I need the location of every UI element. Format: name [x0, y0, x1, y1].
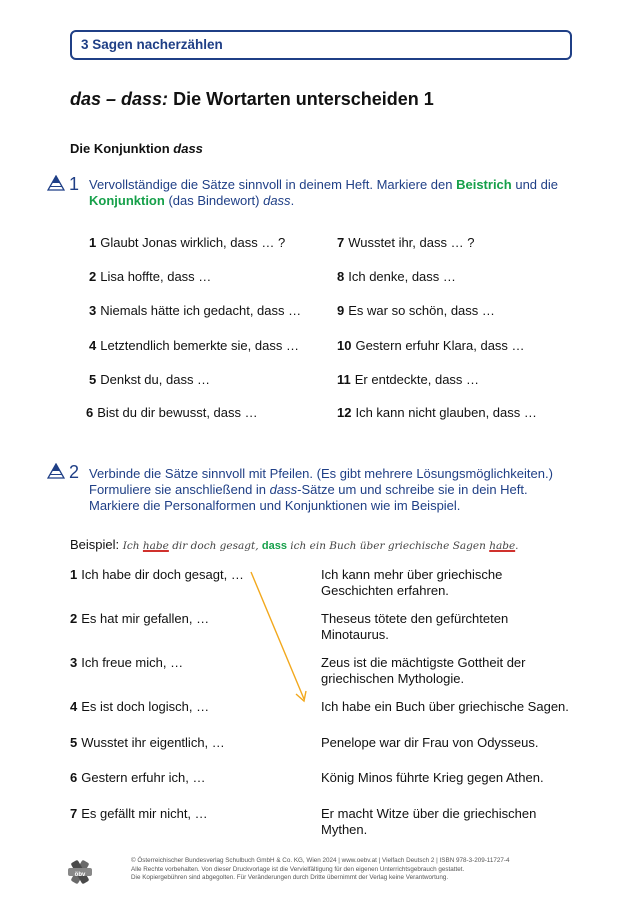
list-item	[70, 699, 209, 714]
task-1-number: 1	[69, 174, 80, 194]
list-item	[89, 303, 301, 318]
difficulty-icon	[47, 175, 65, 191]
item-text: Denkst du, dass …	[100, 372, 211, 387]
item-number: 1	[89, 235, 97, 250]
item-text: Es gefällt mir nicht, …	[81, 806, 208, 821]
item-text: Glaubt Jonas wirklich, dass … ?	[100, 235, 286, 250]
footer-line: Die Kopiergebühren sind abgegolten. Für Veränderungen durch Dritte übernimmt der Verlag keine Verantwortung.	[131, 874, 449, 881]
section-italic: dass	[173, 141, 203, 156]
task-1-instr-dass: dass	[263, 193, 291, 208]
list-item	[89, 338, 299, 353]
title-italic: das – dass:	[70, 89, 169, 109]
item-text: König Minos führte Krieg gegen Athen.	[321, 770, 544, 785]
list-item	[70, 611, 209, 626]
list-item	[89, 269, 211, 284]
task-2-instructions	[89, 466, 589, 514]
list-item	[321, 735, 539, 750]
item-number: 6	[70, 770, 78, 785]
example-label: Beispiel:	[70, 537, 120, 552]
list-item	[89, 235, 285, 250]
list-item	[337, 303, 495, 318]
example-verb: habe	[142, 540, 169, 552]
task-1-instructions	[89, 177, 569, 209]
section-heading	[70, 141, 203, 156]
logo-text: öbv	[74, 872, 86, 878]
item-number: 5	[70, 735, 78, 750]
list-item	[321, 567, 502, 599]
list-item	[337, 405, 537, 420]
difficulty-icon	[47, 463, 65, 479]
example-conjunction: dass	[261, 540, 287, 552]
item-text: Ich kann mehr über griechische	[321, 567, 503, 582]
item-text: Ich habe ein Buch über griechische Sagen.	[321, 699, 569, 714]
list-item	[321, 611, 508, 643]
item-number: 6	[86, 405, 94, 420]
item-text: Wusstet ihr, dass … ?	[348, 235, 475, 250]
item-text: Er entdeckte, dass …	[354, 372, 480, 387]
list-item	[321, 655, 525, 687]
task-1-instr-konjunktion: Konjunktion	[89, 193, 165, 208]
chapter-header	[70, 30, 572, 60]
task-2-line-3: Markiere die Personalformen und Konjunktionen wie im Beispiel.	[89, 498, 461, 513]
footer-line: © Österreichischer Bundesverlag Schulbuch GmbH & Co. KG, Wien 2024 | www.oebv.at | Vielfach Deutsch 2 | ISBN 978-3-209-11727-4	[131, 857, 510, 864]
task-2-number: 2	[69, 462, 80, 482]
item-text: Theseus tötete den gefürchteten	[321, 611, 509, 626]
list-item	[70, 655, 183, 670]
oebv-logo-icon	[66, 858, 94, 886]
example-part: .	[515, 540, 519, 552]
item-number: 9	[337, 303, 345, 318]
item-number: 4	[70, 699, 78, 714]
footer	[131, 857, 509, 883]
item-number: 12	[337, 405, 352, 420]
list-item	[337, 269, 456, 284]
task-2-line-2b: dass	[269, 482, 298, 497]
task-1-instr-e: (das Bindewort)	[164, 193, 264, 208]
item-text: Es ist doch logisch, …	[81, 699, 210, 714]
list-item	[337, 235, 474, 250]
task-2-line-2a: Formuliere sie anschließend in	[89, 482, 270, 497]
item-number: 8	[337, 269, 345, 284]
item-text: Es war so schön, dass …	[348, 303, 495, 318]
item-text: griechischen Mythologie.	[321, 671, 465, 686]
item-number: 3	[70, 655, 78, 670]
item-number: 1	[70, 567, 78, 582]
item-number: 7	[70, 806, 78, 821]
item-text: Er macht Witze über die griechischen	[321, 806, 537, 821]
list-item	[321, 806, 536, 838]
item-text: Niemals hätte ich gedacht, dass …	[100, 303, 302, 318]
item-text: Ich kann nicht glauben, dass …	[355, 405, 537, 420]
list-item	[337, 372, 479, 387]
page-title	[70, 89, 434, 110]
item-text: Ich denke, dass …	[348, 269, 456, 284]
item-number: 10	[337, 338, 352, 353]
task-1-instr-a: Vervollständige die Sätze sinnvoll in deinem Heft. Markiere den	[89, 177, 457, 192]
item-text: Zeus ist die mächtigste Gottheit der	[321, 655, 526, 670]
title-rest: Die Wortarten unterscheiden 1	[168, 89, 434, 109]
item-number: 11	[337, 372, 351, 387]
item-number: 7	[337, 235, 345, 250]
list-item	[321, 770, 544, 785]
task-1-instr-g: .	[290, 193, 295, 208]
task-1-instr-c: und die	[511, 177, 558, 192]
item-number: 3	[89, 303, 97, 318]
item-text: Ich freue mich, …	[81, 655, 184, 670]
item-text: Bist du dir bewusst, dass …	[97, 405, 258, 420]
item-text: Letztendlich bemerkte sie, dass …	[100, 338, 299, 353]
list-item	[70, 770, 206, 785]
task-2-line-2c: -Sätze um und schreibe sie in dein Heft.	[297, 482, 528, 497]
item-text: Mythen.	[321, 822, 368, 837]
list-item	[70, 735, 225, 750]
item-text: Lisa hoffte, dass …	[100, 269, 212, 284]
example-part: Ich	[122, 540, 143, 552]
example-part: dir doch gesagt,	[168, 540, 262, 552]
footer-line: Alle Rechte vorbehalten. Von dieser Druckvorlage ist die Vervielfältigung für den eigenen Unterrichtsgebrauch gestattet.	[131, 865, 465, 873]
task-1-instr-beistrich: Beistrich	[456, 177, 512, 192]
item-number: 2	[70, 611, 78, 626]
list-item	[86, 405, 258, 420]
list-item	[321, 699, 569, 714]
example-sentence	[123, 540, 519, 552]
item-number: 2	[89, 269, 97, 284]
section-prefix: Die Konjunktion	[70, 141, 174, 156]
example-arrow	[240, 565, 320, 715]
item-text: Wusstet ihr eigentlich, …	[81, 735, 225, 750]
example-line	[70, 537, 519, 552]
example-part: ich ein Buch über griechische Sagen	[286, 540, 490, 552]
example-verb: habe	[489, 540, 516, 552]
item-text: Ich habe dir doch gesagt, …	[81, 567, 244, 582]
list-item	[337, 338, 525, 353]
list-item	[70, 567, 244, 582]
task-2-line-1: Verbinde die Sätze sinnvoll mit Pfeilen. (Es gibt mehrere Lösungsmöglichkeiten.)	[89, 466, 553, 481]
item-number: 4	[89, 338, 97, 353]
list-item	[70, 806, 208, 821]
list-item	[89, 372, 210, 387]
item-number: 5	[89, 372, 97, 387]
item-text: Minotaurus.	[321, 627, 389, 642]
chapter-title: 3 Sagen nacherzählen	[81, 37, 223, 52]
item-text: Geschichten erfahren.	[321, 583, 449, 598]
item-text: Gestern erfuhr Klara, dass …	[355, 338, 525, 353]
item-text: Gestern erfuhr ich, …	[81, 770, 206, 785]
item-text: Es hat mir gefallen, …	[81, 611, 210, 626]
item-text: Penelope war dir Frau von Odysseus.	[321, 735, 539, 750]
